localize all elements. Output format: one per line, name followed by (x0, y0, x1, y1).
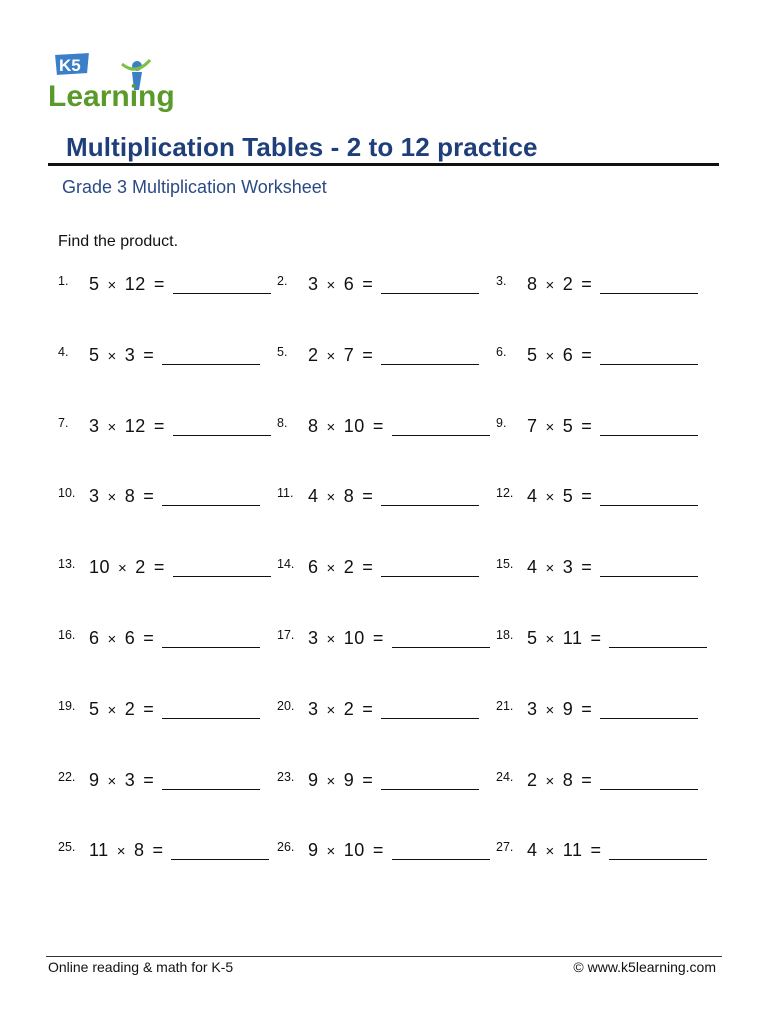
problem-number: 4. (58, 344, 69, 359)
equals-sign: = (153, 557, 165, 578)
equals-sign: = (581, 769, 593, 790)
problem-number: 10. (58, 486, 76, 501)
problem-number: 7. (58, 415, 69, 430)
problem-expression (89, 274, 271, 295)
factor-b: 12 (124, 415, 146, 436)
problem-number: 22. (58, 769, 76, 784)
equals-sign: = (362, 769, 374, 790)
problem-expression (89, 770, 260, 791)
factor-b: 11 (562, 840, 583, 861)
factor-b: 5 (562, 415, 574, 436)
k5-badge (54, 52, 90, 76)
problem-number: 17. (277, 628, 295, 642)
factor-b: 2 (562, 274, 574, 294)
times-sign: × (326, 347, 336, 365)
factor-a: 5 (527, 344, 538, 365)
worksheet-subtitle: Grade 3 Multiplication Worksheet (62, 177, 327, 197)
times-sign: × (545, 489, 555, 507)
equals-sign: = (143, 628, 155, 648)
problem-number: 18. (496, 628, 514, 642)
answer-blank[interactable] (600, 419, 698, 436)
factor-b: 11 (562, 628, 583, 648)
problem-expression (527, 345, 698, 366)
answer-blank[interactable] (162, 489, 260, 506)
answer-blank[interactable] (162, 348, 260, 365)
answer-blank[interactable] (381, 560, 479, 577)
equals-sign: = (590, 628, 602, 648)
answer-blank[interactable] (381, 277, 479, 294)
equals-sign: = (372, 840, 384, 861)
equals-sign: = (143, 769, 155, 790)
times-sign: × (326, 418, 336, 436)
factor-b: 2 (343, 557, 355, 578)
problem-expression (89, 486, 260, 507)
problem-expression (527, 699, 698, 720)
problem-expression (527, 840, 707, 861)
factor-b: 3 (562, 557, 574, 578)
equals-sign: = (362, 486, 374, 507)
answer-blank[interactable] (600, 702, 698, 719)
factor-b: 10 (343, 628, 365, 648)
problem-number: 9. (496, 415, 507, 430)
equals-sign: = (590, 840, 602, 861)
equals-sign: = (153, 274, 165, 294)
answer-blank[interactable] (162, 702, 260, 719)
times-sign: × (107, 631, 117, 648)
factor-a: 3 (308, 628, 319, 648)
factor-b: 8 (562, 769, 574, 790)
factor-b: 6 (124, 628, 136, 648)
factor-b: 9 (562, 698, 574, 719)
factor-a: 9 (308, 769, 319, 790)
problem-expression (308, 274, 479, 295)
factor-a: 3 (308, 698, 319, 719)
times-sign: × (107, 701, 117, 719)
problem-number: 2. (277, 274, 288, 288)
times-sign: × (107, 489, 117, 507)
problem-expression (527, 416, 698, 437)
factor-a: 4 (527, 840, 538, 861)
answer-blank[interactable] (600, 489, 698, 506)
factor-a: 10 (89, 557, 111, 578)
answer-blank[interactable] (609, 631, 707, 648)
factor-a: 5 (89, 698, 100, 719)
equals-sign: = (362, 274, 374, 294)
times-sign: × (326, 489, 336, 507)
equals-sign: = (581, 486, 593, 507)
answer-blank[interactable] (381, 773, 479, 790)
problem-expression (89, 345, 260, 366)
problem-number: 6. (496, 344, 507, 359)
factor-b: 5 (562, 486, 574, 507)
problem-expression (308, 416, 490, 437)
answer-blank[interactable] (173, 277, 271, 294)
equals-sign: = (372, 628, 384, 648)
equals-sign: = (143, 486, 155, 507)
times-sign: × (107, 772, 117, 790)
times-sign: × (545, 631, 555, 648)
answer-blank[interactable] (381, 702, 479, 719)
problem-expression (89, 699, 260, 720)
footer-tagline: Online reading & math for K-5 (48, 959, 234, 975)
problem-expression (527, 486, 698, 507)
factor-b: 2 (135, 557, 146, 578)
factor-a: 2 (527, 769, 538, 790)
problem-expression (89, 416, 271, 437)
logo-wordmark: Learning (48, 80, 175, 112)
factor-a: 5 (527, 628, 538, 648)
answer-blank[interactable] (173, 419, 271, 436)
times-sign: × (545, 772, 555, 790)
factor-a: 4 (308, 486, 319, 507)
factor-a: 5 (89, 344, 100, 365)
answer-blank[interactable] (600, 773, 698, 790)
problem-number: 12. (496, 486, 514, 501)
factor-a: 9 (89, 769, 100, 790)
times-sign: × (326, 701, 336, 719)
problem-expression (308, 628, 490, 649)
equals-sign: = (581, 557, 593, 578)
title-divider (48, 163, 719, 166)
factor-a: 6 (89, 628, 100, 648)
factor-a: 9 (308, 840, 319, 861)
equals-sign: = (152, 840, 164, 861)
times-sign: × (107, 347, 117, 365)
times-sign: × (326, 560, 336, 578)
problem-number: 14. (277, 557, 295, 572)
equals-sign: = (143, 698, 155, 719)
problem-expression (308, 770, 479, 791)
footer-copyright: © www.k5learning.com (573, 959, 716, 975)
factor-a: 7 (527, 415, 538, 436)
times-sign: × (545, 277, 555, 294)
problem-expression (308, 486, 479, 507)
instructions: Find the product. (58, 233, 179, 250)
factor-a: 8 (308, 415, 319, 436)
problem-number: 8. (277, 415, 288, 430)
factor-a: 5 (89, 274, 100, 294)
answer-blank[interactable] (162, 773, 260, 790)
answer-blank[interactable] (381, 489, 479, 506)
problem-expression (308, 699, 479, 720)
problem-expression (308, 345, 479, 366)
problem-expression (89, 628, 260, 649)
factor-a: 3 (89, 486, 100, 507)
problem-number: 20. (277, 698, 295, 713)
equals-sign: = (153, 415, 165, 436)
times-sign: × (545, 560, 555, 578)
times-sign: × (326, 631, 336, 648)
factor-b: 3 (124, 344, 136, 365)
times-sign: × (107, 418, 117, 436)
problem-number: 25. (58, 840, 76, 855)
equals-sign: = (362, 698, 374, 719)
answer-blank[interactable] (162, 631, 260, 648)
times-sign: × (545, 701, 555, 719)
factor-b: 10 (343, 840, 365, 861)
factor-b: 2 (124, 698, 136, 719)
problem-expression (527, 274, 698, 295)
problem-expression (527, 557, 698, 578)
times-sign: × (326, 843, 336, 861)
factor-b: 8 (343, 486, 355, 507)
answer-blank[interactable] (600, 348, 698, 365)
problem-number: 16. (58, 628, 76, 642)
factor-b: 2 (343, 698, 355, 719)
footer-divider (46, 956, 722, 957)
problem-expression (527, 770, 698, 791)
problem-number: 5. (277, 344, 288, 359)
factor-b: 8 (133, 840, 145, 861)
factor-b: 6 (562, 344, 574, 365)
factor-a: 3 (89, 415, 100, 436)
equals-sign: = (581, 344, 593, 365)
problem-number: 15. (496, 557, 514, 572)
answer-blank[interactable] (381, 348, 479, 365)
times-sign: × (118, 560, 128, 578)
problem-number: 1. (58, 274, 69, 288)
problem-number: 13. (58, 557, 76, 572)
svg-text:K5: K5 (59, 56, 81, 75)
problem-number: 26. (277, 840, 295, 855)
answer-blank[interactable] (609, 843, 707, 860)
equals-sign: = (362, 344, 374, 365)
problem-expression (527, 628, 707, 649)
factor-b: 8 (124, 486, 136, 507)
factor-b: 10 (343, 415, 365, 436)
equals-sign: = (362, 557, 374, 578)
times-sign: × (116, 843, 126, 861)
factor-a: 4 (527, 486, 538, 507)
factor-a: 8 (527, 274, 538, 294)
logo-graphic (46, 50, 188, 112)
problem-number: 27. (496, 840, 514, 855)
problem-number: 19. (58, 698, 76, 713)
answer-blank[interactable] (600, 277, 698, 294)
factor-a: 3 (308, 274, 319, 294)
equals-sign: = (581, 698, 593, 719)
answer-blank[interactable] (392, 843, 490, 860)
factor-b: 7 (343, 344, 355, 365)
answer-blank[interactable] (173, 560, 271, 577)
times-sign: × (326, 277, 336, 294)
factor-b: 6 (343, 274, 355, 294)
equals-sign: = (581, 415, 593, 436)
problem-number: 23. (277, 769, 295, 784)
factor-b: 9 (343, 769, 355, 790)
answer-blank[interactable] (392, 419, 490, 436)
times-sign: × (545, 347, 555, 365)
factor-a: 2 (308, 344, 319, 365)
equals-sign: = (581, 274, 593, 294)
problem-number: 3. (496, 274, 507, 288)
factor-b: 12 (124, 274, 146, 294)
answer-blank[interactable] (392, 631, 490, 648)
problem-expression (308, 840, 490, 861)
problem-expression (308, 557, 479, 578)
answer-blank[interactable] (600, 560, 698, 577)
problem-number: 21. (496, 698, 514, 713)
times-sign: × (107, 277, 117, 294)
factor-a: 11 (89, 840, 109, 861)
page-title: Multiplication Tables - 2 to 12 practice (66, 132, 538, 162)
factor-a: 3 (527, 698, 538, 719)
problem-expression (89, 840, 269, 861)
equals-sign: = (143, 344, 155, 365)
k5-learning-logo (46, 50, 188, 112)
equals-sign: = (372, 415, 384, 436)
factor-a: 4 (527, 557, 538, 578)
times-sign: × (326, 772, 336, 790)
problem-number: 24. (496, 769, 514, 784)
problem-expression (89, 557, 271, 578)
answer-blank[interactable] (171, 843, 269, 860)
problem-number: 11. (277, 486, 294, 501)
factor-a: 6 (308, 557, 319, 578)
times-sign: × (545, 843, 555, 861)
factor-b: 3 (124, 769, 136, 790)
times-sign: × (545, 418, 555, 436)
